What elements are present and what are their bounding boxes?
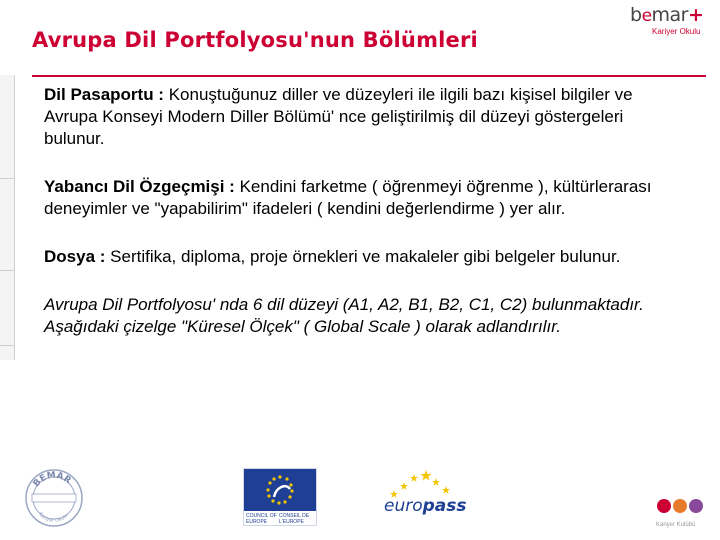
section-text: Kendini farketme ( öğrenmeyi öğrenme ), kültürlerarası deneyimler ve "yapabilirim" ifadeleri ( kendini değerlendirme ) yer alır.: [44, 177, 652, 218]
coe-caption: COUNCIL OF EUROPE CONSEIL DE L'EUROPE: [246, 513, 310, 525]
left-bar-divider: [0, 178, 14, 179]
section-term: Dosya :: [44, 247, 106, 266]
left-bar-divider: [0, 270, 14, 271]
council-of-europe-logo: [243, 468, 317, 526]
section-term: Dil Pasaportu :: [44, 85, 164, 104]
levels-note: Avrupa Dil Portfolyosu' nda 6 dil düzeyi (A1, A2, B1, B2, C1, C2) bulunmaktadır. Aşağıdaki çizelge "Küresel Ölçek" ( Global Scale ) olarak adlandırılır.: [44, 295, 644, 336]
left-margin-bar: [0, 75, 15, 360]
section-biography: [44, 176, 684, 220]
bemar-club-logo: [652, 494, 712, 534]
content-body: [44, 84, 684, 364]
europass-stars-icon: [366, 466, 470, 500]
svg-text:Kariyer Okulu: Kariyer Okulu: [37, 511, 70, 525]
brand-logo: [630, 4, 716, 40]
europass-logo: [366, 466, 470, 522]
seal-icon: [24, 468, 84, 528]
section-term: Yabancı Dil Özgeçmişi :: [44, 177, 235, 196]
svg-text:BEMAR: BEMAR: [31, 470, 73, 490]
section-dossier: [44, 246, 684, 268]
bemar-club-caption: Kariyer Kulübü: [656, 522, 696, 528]
eu-flag-icon: [244, 469, 316, 511]
section-text: Konuştuğunuz diller ve düzeyleri ile ilgili bazı kişisel bilgiler ve Avrupa Konseyi Modern Diller Bölümü' nce geliştirilmiş dil düzeyi göstergeleri bulunur.: [44, 85, 633, 148]
section-text: Sertifika, diploma, proje örnekleri ve makaleler gibi belgeler bulunur.: [105, 247, 621, 266]
title-underline: [32, 75, 706, 77]
brand-subtitle: Kariyer Okulu: [652, 27, 701, 36]
europass-wordmark: europass: [384, 496, 467, 516]
left-bar-divider: [0, 345, 14, 346]
colored-dots-icon: [652, 494, 712, 518]
page-title: Avrupa Dil Portfolyosu'nun Bölümleri: [32, 28, 478, 52]
brand-wordmark: bemar+: [630, 4, 704, 26]
bemar-seal-logo: [24, 468, 84, 528]
section-passport: [44, 84, 684, 150]
